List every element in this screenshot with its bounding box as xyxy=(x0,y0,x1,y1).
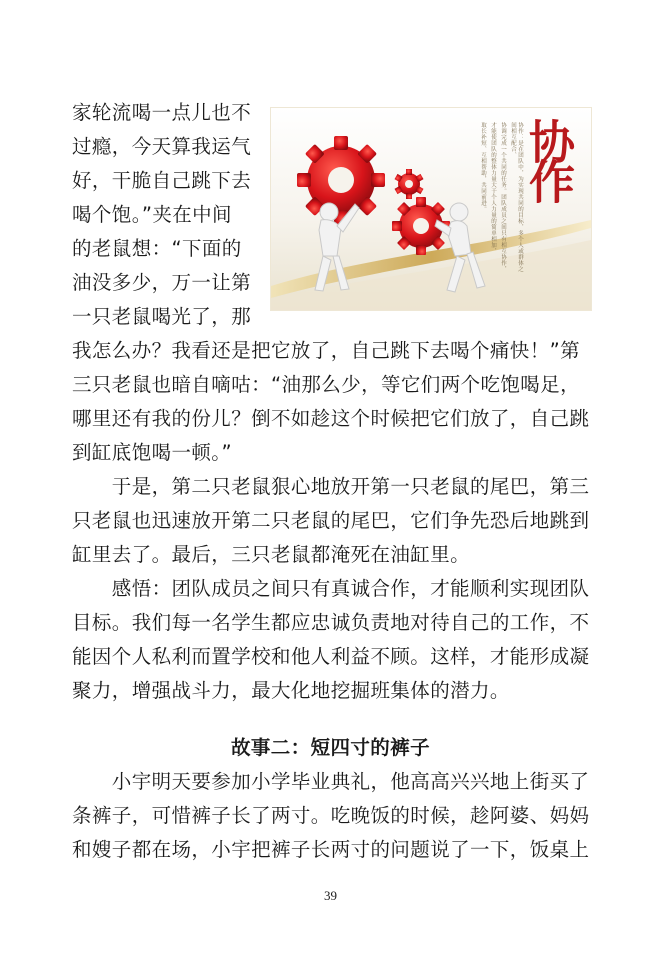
body-text-line: 的老鼠想：“下面的 xyxy=(72,237,242,260)
small-gear-icon xyxy=(395,169,424,199)
body-text-line: 油没多少，万一让第 xyxy=(72,271,252,294)
page-number: 39 xyxy=(324,888,337,903)
figure-title: 协作 xyxy=(522,118,576,198)
figure-caption-line: 协调完成一个共同的任务。团队成员之间只有相互协作， xyxy=(500,122,506,272)
body-text-line: 到缸底饱喝一顿。” xyxy=(72,441,232,464)
body-text-line: 于是，第二只老鼠狠心地放开第一只老鼠的尾巴，第三 xyxy=(72,475,590,498)
body-text-line: 一只老鼠喝光了，那 xyxy=(72,305,252,328)
section-heading: 故事二：短四寸的裤子 xyxy=(230,736,430,759)
body-text-line: 只老鼠也迅速放开第二只老鼠的尾巴，它们争先恐后地跳到 xyxy=(72,509,590,532)
teamwork-illustration xyxy=(270,107,592,311)
body-text-line: 目标。我们每一名学生都应忠诚负责地对待自己的工作，不 xyxy=(72,611,590,634)
body-text-line: 喝个饱。”夹在中间 xyxy=(72,203,232,226)
body-text-line: 过瘾，今天算我运气 xyxy=(72,135,252,158)
figure-caption-line: 取长补短、互相帮助，共同前进。 xyxy=(480,122,486,212)
body-text-line: 感悟：团队成员之间只有真诚合作，才能顺利实现团队 xyxy=(72,577,590,600)
body-text-line: 好，干脆自己跳下去 xyxy=(72,169,252,192)
large-gear-icon xyxy=(297,136,385,224)
body-text-line: 能因个人私利而置学校和他人利益不顾。这样，才能形成凝 xyxy=(72,645,590,668)
body-text-line: 哪里还有我的份儿？倒不如趁这个时候把它们放了，自己跳 xyxy=(72,407,590,430)
body-text-line: 聚力，增强战斗力，最大化地挖掘班集体的潜力。 xyxy=(72,679,510,702)
body-text-line: 小宇明天要参加小学毕业典礼，他高高兴兴地上街买了 xyxy=(72,770,590,793)
body-text-line: 三只老鼠也暗自嘀咕：“油那么少，等它们两个吃饱喝足， xyxy=(72,373,581,396)
figure-caption-line: 协作：是在团队中，为实现共同的目标，多个人或群体之间相互配合、 xyxy=(510,122,523,272)
body-text-line: 缸里去了。最后，三只老鼠都淹死在油缸里。 xyxy=(72,543,471,566)
figure-caption-line: 才能使团队的整体力量大于个人力量的简单相加， xyxy=(490,122,496,254)
body-text-line: 家轮流喝一点儿也不 xyxy=(72,101,252,124)
body-text-line: 我怎么办？我看还是把它放了，自己跳下去喝个痛快！”第 xyxy=(72,339,581,362)
body-text-line: 和嫂子都在场，小宇把裤子长两寸的问题说了一下，饭桌上 xyxy=(72,838,590,861)
body-text-line: 条裤子，可惜裤子长了两寸。吃晚饭的时候，趁阿婆、妈妈 xyxy=(72,804,590,827)
